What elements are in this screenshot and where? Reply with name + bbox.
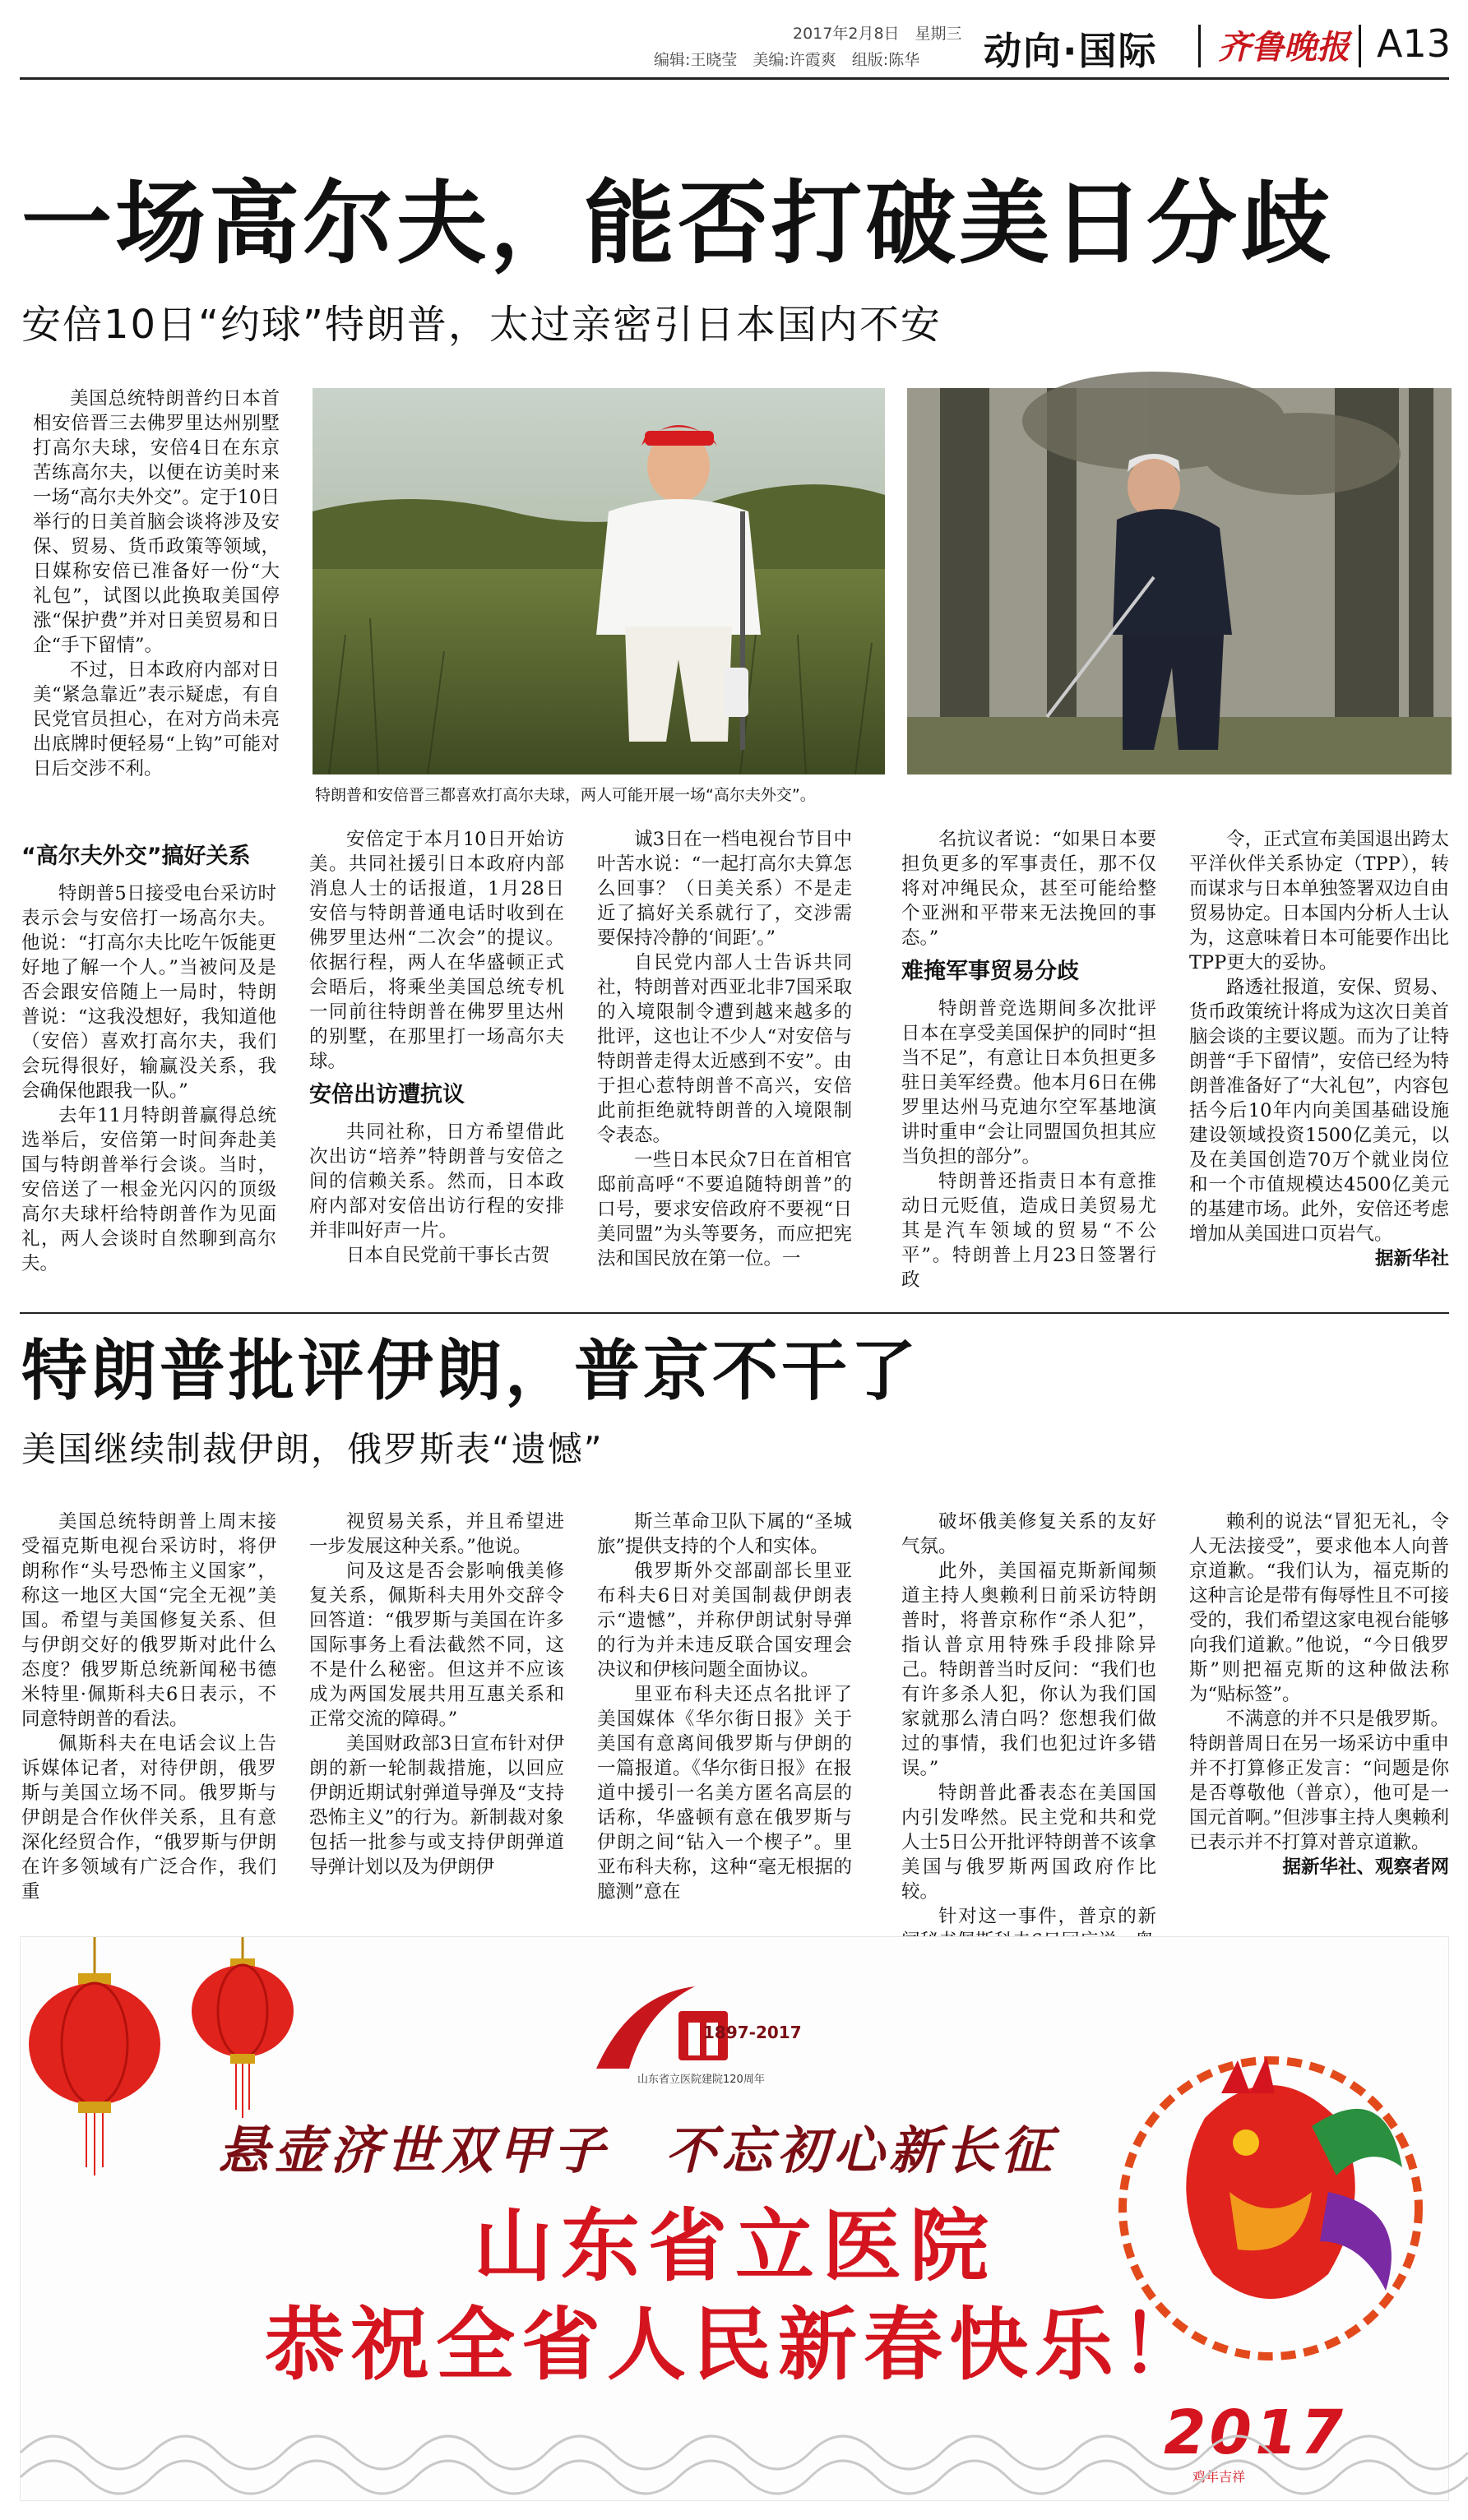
wave-pattern bbox=[21, 2403, 1450, 2502]
subheading: 难掩军事贸易分歧 bbox=[901, 959, 1079, 984]
photo-caption: 特朗普和安倍晋三都喜欢打高尔夫球，两人可能开展一场“高尔夫外交”。 bbox=[315, 786, 816, 804]
paragraph: 此外，美国福克斯新闻频道主持人奥赖利日前采访特朗普时，将普京称作“杀人犯”，指认普京用特殊手段排除异己。特朗普当时反问：“我们也有许多杀人犯，你认为我们国家就那么清白吗？您想我们做过的事情，我们也犯过许多错误。” bbox=[901, 1561, 1156, 1779]
story2-col1 bbox=[21, 1510, 276, 1912]
paragraph: 一些日本民众7日在首相官邸前高呼“不要追随特朗普”的口号，要求安倍政府不要视“日美同盟”为头等要务，而应把宪法和国民放在第一位。一 bbox=[597, 1149, 852, 1269]
year-caption: 鸡年吉祥 bbox=[1192, 2469, 1246, 2485]
paragraph: 不过，日本政府内部对日美“紧急靠近”表示疑虑，有自民党官员担心，在对方尚未亮出底牌时便轻易“上钩”可能对日后交涉不利。 bbox=[33, 659, 280, 779]
story1-col5 bbox=[1189, 827, 1449, 1296]
paragraph: 特朗普5日接受电台采访时表示会与安倍打一场高尔夫。他说：“打高尔夫比吃午饭能更好地了解一个人。”当被问及是否会跟安倍随上一局时，特朗普说：“这我没想好，我知道他（安倍）喜欢打高尔夫，我们会玩得很好，输赢没关系，我会确保他跟我一队。” bbox=[21, 883, 276, 1102]
rooster-icon bbox=[1106, 2028, 1435, 2406]
editor-credits: 编辑:王晓莹 美编:许霞爽 组版:陈华 bbox=[654, 51, 920, 69]
story1-col3 bbox=[597, 827, 852, 1296]
hospital-logo bbox=[580, 1978, 802, 2085]
logo-text: 山东省立医院建院120周年 bbox=[637, 2074, 765, 2086]
paragraph: 赖利的说法“冒犯无礼，令人无法接受”，要求他本人向普京道歉。“我们认为，福克斯的这种言论是带有侮辱性且不可接受的，我们希望这家电视台能够向我们道歉。”他说，“今日俄罗斯”则把福克斯的这种做法称为“贴标签”。 bbox=[1189, 1511, 1449, 1705]
logo-years: 1897-2017 bbox=[703, 2023, 802, 2042]
paragraph: 令，正式宣布美国退出跨太平洋伙伴关系协定（TPP），转而谋求与日本单独签署双边自由贸易协定。日本国内分析人士认为，这意味着日本可能要作出比TPP更大的妥协。 bbox=[1189, 829, 1449, 973]
paragraph: 安倍定于本月10日开始访美。共同社援引日本政府内部消息人士的话报道，1月28日安倍与特朗普通电话时收到在佛罗里达州“二次会”的提议。依据行程，两人在华盛顿正式会晤后，将乘坐美国总统专机一同前往特朗普在佛罗里达州的别墅，在那里打一场高尔夫球。 bbox=[309, 829, 564, 1072]
paragraph: 诚3日在一档电视台节目中叶苦水说：“一起打高尔夫算怎么回事？（日美关系）不是走近了搞好关系就行了，交涉需要保持冷静的‘间距’。” bbox=[597, 829, 852, 949]
paragraph: 不满意的并不只是俄罗斯。特朗普周日在另一场采访中重申并不打算修正发言：“问题是你是否尊敬他（普京），他可是一国元首啊。”但涉事主持人奥赖利已表示并不打算对普京道歉。 bbox=[1189, 1709, 1449, 1853]
story1-subhead: 安倍10日“约球”特朗普，太过亲密引日本国内不安 bbox=[21, 302, 942, 348]
paper-logo: 齐鲁晚报 bbox=[1218, 28, 1350, 67]
paragraph: 去年11月特朗普赢得总统选举后，安倍第一时间奔赴美国与特朗普举行会谈。当时，安倍送了一根金光闪闪的顶级高尔夫球杆给特朗普作为见面礼，两人会谈时自然聊到高尔夫。 bbox=[21, 1105, 276, 1274]
paragraph: 佩斯科夫在电话会议上告诉媒体记者，对待伊朗，俄罗斯与美国立场不同。俄罗斯与伊朗是合作伙伴关系，且有意深化经贸合作，“俄罗斯与伊朗在许多领域有广泛合作，我们重 bbox=[21, 1733, 276, 1903]
photo-trump-golf bbox=[313, 388, 885, 774]
story2-col2 bbox=[309, 1510, 564, 1912]
paragraph: 俄罗斯外交部副部长里亚布科夫6日对美国制裁伊朗表示“遗憾”，并称伊朗试射导弹的行为并未违反联合国安理会决议和伊核问题全面协议。 bbox=[597, 1561, 852, 1681]
paragraph: 里亚布科夫还点名批评了美国媒体《华尔街日报》关于美国有意离间俄罗斯与伊朗的一篇报道。《华尔街日报》在报道中援引一名美方匿名高层的话称，华盛顿有意在俄罗斯与伊朗之间“钻入一个楔子”。里亚布科夫称，这种“毫无根据的臆测”意在 bbox=[597, 1684, 852, 1903]
story2-subhead: 美国继续制裁伊朗，俄罗斯表“遗憾” bbox=[21, 1429, 604, 1469]
story2-col3 bbox=[597, 1510, 852, 1912]
paragraph: 针对这一事件，普京的新 bbox=[938, 1906, 1156, 1927]
divider bbox=[1359, 25, 1361, 67]
paragraph: 路透社报道，安保、贸易、货币政策统计将成为这次日美首脑会谈的主要议题。而为了让特朗普“手下留情”，安倍已经为特朗普准备好了“大礼包”，内容包括今后10年内向美国基础设施建设领域投资1500亿美元，以及在美国创造70万个就业岗位和一个市值规模达4500亿美元的基建市场。此外，安倍还考虑增加从美国进口页岩气。 bbox=[1189, 977, 1449, 1245]
story2-col4 bbox=[901, 1510, 1156, 1927]
story2-col5 bbox=[1189, 1510, 1449, 1912]
hospital-advertisement bbox=[20, 1936, 1449, 2501]
hospital-name: 山东省立医院 bbox=[474, 2200, 997, 2292]
paragraph: 特朗普还指责日本有意推动日元贬值，造成日美贸易尤其是汽车领域的贸易“不公平”。特朗普上月23日签署行政 bbox=[901, 1171, 1156, 1291]
page-number: A13 bbox=[1377, 21, 1452, 66]
byline: 据新华社、观察者网 bbox=[1282, 1856, 1449, 1878]
ad-slogan: 悬壶济世双甲子 不忘初心新长征 bbox=[218, 2120, 1058, 2180]
issue-date: 2017年2月8日 星期三 bbox=[793, 25, 962, 43]
paragraph: 斯兰革命卫队下属的“圣城旅”提供支持的个人和实体。 bbox=[597, 1511, 852, 1557]
paragraph: 特朗普竞选期间多次批评日本在享受美国保护的同时“担当不足”，有意让日本负担更多驻日美军经费。他本月6日在佛罗里达州马克迪尔空军基地演讲时重申“会让同盟国负担其应当负担的部分”。 bbox=[901, 998, 1156, 1168]
story1-headline: 一场高尔夫，能否打破美日分歧 bbox=[21, 171, 1334, 276]
paragraph: 美国总统特朗普上周末接受福克斯电视台采访时，将伊朗称作“头号恐怖主义国家”，称这一地区大国“完全无视”美国。希望与美国修复关系、但与伊朗交好的俄罗斯对此什么态度？俄罗斯总统新闻秘书德米特里·佩斯科夫6日表示，不同意特朗普的看法。 bbox=[21, 1511, 276, 1730]
paragraph: 视贸易关系，并且希望进一步发展这种关系。”他说。 bbox=[309, 1511, 564, 1557]
story1-col4 bbox=[901, 827, 1156, 1296]
story1-lead bbox=[33, 386, 280, 806]
paragraph: 问及这是否会影响俄美修复关系，佩斯科夫用外交辞令回答道：“俄罗斯与美国在许多国际事务上看法截然不同，这不是什么秘密。但这并不应该成为两国发展共用互惠关系和正常交流的障碍。” bbox=[309, 1561, 564, 1730]
masthead bbox=[0, 0, 1468, 79]
story1-col2 bbox=[309, 827, 564, 1296]
story1-col1 bbox=[21, 835, 276, 1296]
new-year-greeting: 恭祝全省人民新春快乐！ bbox=[265, 2299, 1206, 2391]
paragraph: 美国总统特朗普约日本首相安倍晋三去佛罗里达州别墅打高尔夫球，安倍4日在东京苦练高尔夫，以便在访美时来一场“高尔夫外交”。定于10日举行的日美首脑会谈将涉及安保、贸易、货币政策等领域，日媒称安倍已准备好一份“大礼包”，试图以此换取美国停涨“保护费”并对日美贸易和日企“手下留情”。 bbox=[33, 388, 280, 656]
paragraph: 共同社称，日方希望借此次出访“培养”特朗普与安倍之间的信赖关系。然而，日本政府内部对安倍出访行程的安排并非叫好声一片。 bbox=[309, 1121, 564, 1242]
subheading: 安倍出访遭抗议 bbox=[309, 1082, 465, 1107]
paragraph: 名抗议者说：“如果日本要担负更多的军事责任，那不仅将对冲绳民众，甚至可能给整个亚洲和平带来无法挽回的事态。” bbox=[901, 829, 1156, 949]
divider bbox=[1198, 25, 1201, 67]
paragraph: 破坏俄美修复关系的友好气氛。 bbox=[901, 1511, 1156, 1557]
top-rule bbox=[20, 77, 1449, 80]
section-title: 动向·国际 bbox=[984, 29, 1158, 73]
subheading: “高尔夫外交”搞好关系 bbox=[21, 844, 251, 869]
year-mark: 2017 bbox=[1164, 2397, 1346, 2468]
paragraph: 自民党内部人士告诉共同社，特朗普对西亚北非7国采取的入境限制令遭到越来越多的批评，这也让不少人“对安倍与特朗普走得太近感到不安”。由于担心惹特朗普不高兴，安倍此前拒绝就特朗普的入境限制令表态。 bbox=[597, 952, 852, 1146]
story-divider bbox=[20, 1312, 1449, 1314]
photo-abe-golf bbox=[907, 388, 1452, 774]
paragraph: 日本自民党前干事长古贺 bbox=[346, 1245, 550, 1266]
paragraph: 美国财政部3日宣布针对伊朗的新一轮制裁措施，以回应伊朗近期试射弹道导弹及“支持恐怖主义”的行为。新制裁对象包括一批参与或支持伊朗弹道导弹计划以及为伊朗伊 bbox=[309, 1733, 564, 1878]
story2-headline: 特朗普批评伊朗，普京不干了 bbox=[21, 1333, 919, 1409]
byline: 据新华社 bbox=[1374, 1248, 1449, 1269]
paragraph: 特朗普此番表态在美国国内引发哗然。民主党和共和党人士5日公开批评特朗普不该拿美国与俄罗斯两国政府作比较。 bbox=[901, 1782, 1156, 1903]
